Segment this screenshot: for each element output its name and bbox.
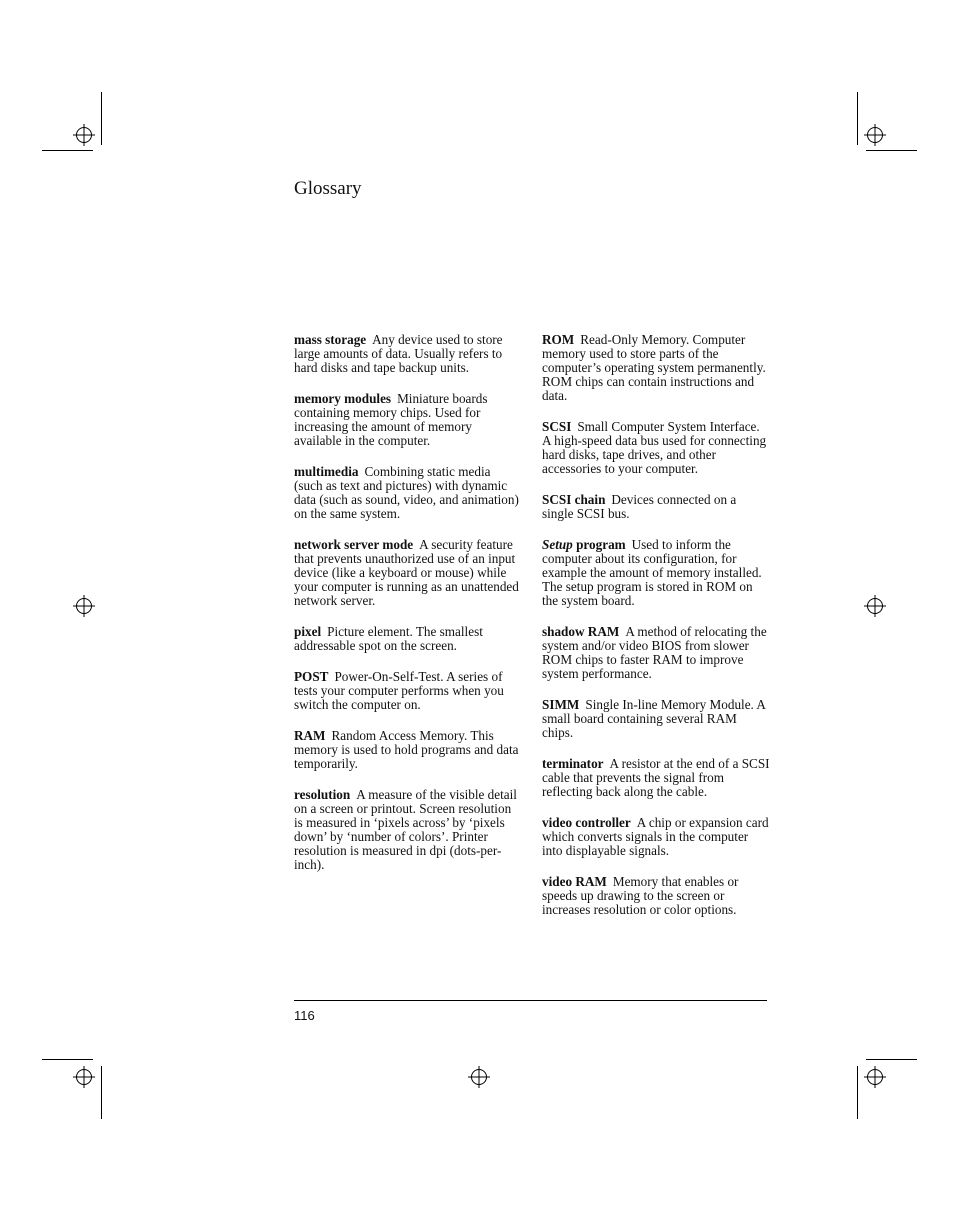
registration-mark-icon: [864, 124, 886, 146]
page-title: Glossary: [294, 178, 362, 199]
glossary-term: multimedia: [294, 464, 359, 479]
glossary-entry: [542, 538, 770, 608]
glossary-definition: A method of relocating the system and/or video BIOS from slower ROM chips to faster RAM to improve system performance.: [542, 624, 767, 681]
registration-mark-icon: [864, 1066, 886, 1088]
crop-mark-top-left-h: [42, 150, 93, 151]
glossary-definition: Single In-line Memory Module. A small board containing several RAM chips.: [542, 697, 766, 740]
glossary-entry: [294, 729, 522, 771]
glossary-entry: [542, 420, 770, 476]
glossary-definition: A measure of the visible detail on a screen or printout. Screen resolution is measured in ‘pixels across’ by ‘pixels down’ by ‘number of colors’. Printer resolution is measured in dpi (dots-per-inch).: [294, 787, 517, 872]
glossary-term: video RAM: [542, 874, 607, 889]
glossary-term: shadow RAM: [542, 624, 620, 639]
registration-mark-icon: [73, 595, 95, 617]
glossary-term: RAM: [294, 728, 326, 743]
crop-mark-bottom-left-h: [42, 1059, 93, 1060]
registration-mark-icon: [468, 1066, 490, 1088]
crop-mark-bottom-right-v: [857, 1066, 858, 1119]
glossary-definition: A chip or expansion card which converts signals in the computer into displayable signals.: [542, 815, 769, 858]
glossary-term: terminator: [542, 756, 604, 771]
glossary-term: program: [576, 537, 626, 552]
crop-mark-top-right-v: [857, 92, 858, 145]
glossary-entry: [294, 788, 522, 872]
glossary-entry: [294, 625, 522, 653]
glossary-definition: Any device used to store large amounts of data. Usually refers to hard disks and tape backup units.: [294, 332, 503, 375]
glossary-column-right: [542, 333, 770, 934]
glossary-term: SCSI: [542, 419, 572, 434]
glossary-entry: [294, 670, 522, 712]
glossary-term: SCSI chain: [542, 492, 606, 507]
glossary-definition: Power-On-Self-Test. A series of tests your computer performs when you switch the computer on.: [294, 669, 504, 712]
glossary-entry: [294, 538, 522, 608]
glossary-term-italic: Setup: [542, 537, 573, 552]
glossary-term: video controller: [542, 815, 631, 830]
glossary-entry: [542, 875, 770, 917]
glossary-term: ROM: [542, 332, 575, 347]
glossary-term: POST: [294, 669, 329, 684]
glossary-term: SIMM: [542, 697, 580, 712]
registration-mark-icon: [73, 124, 95, 146]
glossary-term: network server mode: [294, 537, 414, 552]
glossary-entry: [542, 757, 770, 799]
glossary-term: pixel: [294, 624, 322, 639]
glossary-definition: Combining static media (such as text and pictures) with dynamic data (such as sound, video, and animation) on the same system.: [294, 464, 519, 521]
glossary-entry: [542, 816, 770, 858]
footer-divider: [294, 1000, 767, 1001]
glossary-definition: Devices connected on a single SCSI bus.: [542, 492, 737, 521]
glossary-entry: [294, 392, 522, 448]
glossary-entry: [542, 698, 770, 740]
glossary-term: mass storage: [294, 332, 367, 347]
glossary-term: memory modules: [294, 391, 392, 406]
registration-mark-icon: [864, 595, 886, 617]
glossary-column-left: [294, 333, 522, 889]
glossary-definition: Read-Only Memory. Computer memory used to store parts of the computer’s operating system permanently. ROM chips can contain instructions and data.: [542, 332, 766, 403]
registration-mark-icon: [73, 1066, 95, 1088]
glossary-entry: [542, 493, 770, 521]
crop-mark-top-right-h: [866, 150, 917, 151]
glossary-definition: A resistor at the end of a SCSI cable that prevents the signal from reflecting back along the cable.: [542, 756, 770, 799]
glossary-entry: [542, 625, 770, 681]
glossary-definition: Small Computer System Interface. A high-speed data bus used for connecting hard disks, tape drives, and other accessories to your computer.: [542, 419, 767, 476]
glossary-definition: A security feature that prevents unauthorized use of an input device (like a keyboard or mouse) while your computer is running as an unattended network server.: [294, 537, 519, 608]
glossary-definition: Used to inform the computer about its configuration, for example the amount of memory installed. The setup program is stored in ROM on the system board.: [542, 537, 762, 608]
crop-mark-top-left-v: [101, 92, 102, 145]
page-number: 116: [294, 1008, 315, 1023]
glossary-term: resolution: [294, 787, 351, 802]
crop-mark-bottom-left-v: [101, 1066, 102, 1119]
glossary-entry: [294, 333, 522, 375]
glossary-definition: Random Access Memory. This memory is used to hold programs and data temporarily.: [294, 728, 519, 771]
glossary-entry: [542, 333, 770, 403]
glossary-entry: [294, 465, 522, 521]
glossary-definition: Memory that enables or speeds up drawing to the screen or increases resolution or color options.: [542, 874, 739, 917]
glossary-definition: Miniature boards containing memory chips. Used for increasing the amount of memory available in the computer.: [294, 391, 488, 448]
glossary-definition: Picture element. The smallest addressable spot on the screen.: [294, 624, 483, 653]
crop-mark-bottom-right-h: [866, 1059, 917, 1060]
